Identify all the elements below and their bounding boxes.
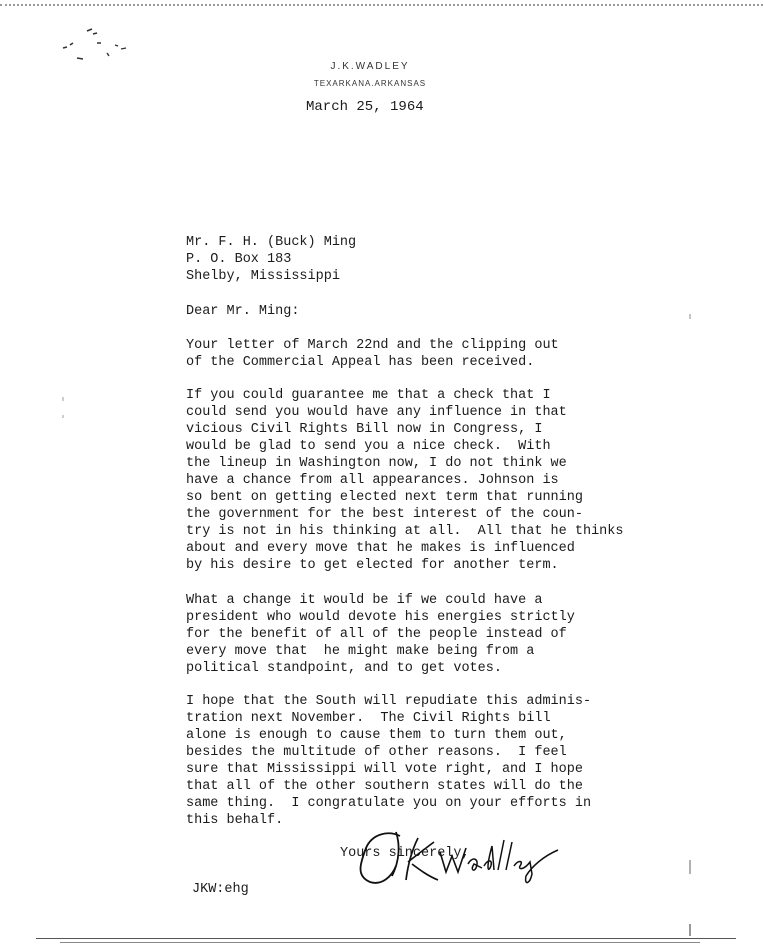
scan-margin-marks-left	[60, 395, 66, 425]
text-line: besides the multitude of other reasons. I feel	[186, 745, 567, 760]
text-line: of the Commercial Appeal has been received.	[186, 355, 535, 370]
text-line: political standpoint, and to get votes.	[186, 661, 502, 676]
typist-initials: JKW:ehg	[192, 882, 249, 897]
text-line: What a change it would be if we could have a	[186, 593, 543, 608]
address-line: Mr. F. H. (Buck) Ming	[186, 235, 357, 250]
text-line: that all of the other southern states will do the	[186, 779, 583, 794]
signature-icon	[348, 826, 578, 888]
text-line: every move that he might make being from a	[186, 644, 535, 659]
text-line: If you could guarantee me that a check that I	[186, 388, 551, 403]
text-line: for the benefit of all of the people instead of	[186, 627, 567, 642]
letterhead-name: J.K.WADLEY	[330, 61, 410, 72]
text-line: tration next November. The Civil Rights bill	[186, 711, 551, 726]
address-line: Shelby, Mississippi	[186, 269, 340, 284]
closing: Yours sincerely,	[340, 846, 470, 861]
body-paragraph-1	[186, 337, 586, 371]
address-line: P. O. Box 183	[186, 252, 292, 267]
body-paragraph-2	[186, 387, 624, 574]
letterhead	[290, 60, 450, 90]
text-line: try is not in his thinking at all. All that he thinks	[186, 524, 624, 539]
letterhead-place: TEXARKANA.ARKANSAS	[313, 79, 427, 88]
text-line: Your letter of March 22nd and the clipping out	[186, 338, 559, 353]
text-line: alone is enough to cause them to turn them out,	[186, 728, 567, 743]
text-line: would be glad to send you a nice check. With	[186, 439, 551, 454]
recipient-address	[186, 234, 356, 285]
text-line: same thing. I congratulate you on your efforts in	[186, 796, 592, 811]
salutation: Dear Mr. Ming:	[186, 304, 300, 319]
text-line: have a chance from all appearances. Johnson is	[186, 473, 559, 488]
text-line: this behalf.	[186, 813, 284, 828]
text-line: about and every move that he makes is influenced	[186, 541, 575, 556]
page-bottom-edge	[36, 938, 736, 939]
text-line: the lineup in Washington now, I do not think we	[186, 456, 567, 471]
text-line: president who would devote his energies strictly	[186, 610, 575, 625]
page-top-edge	[0, 4, 763, 6]
text-line: sure that Mississippi will vote right, and I hope	[186, 762, 583, 777]
page-bottom-edge-shadow	[60, 942, 700, 943]
scan-speck-marks	[55, 25, 145, 75]
text-line: I hope that the South will repudiate this adminis-	[186, 694, 592, 709]
text-line: by his desire to get elected for another term.	[186, 558, 559, 573]
body-paragraph-4	[186, 693, 592, 829]
text-line: could send you would have any influence in that	[186, 405, 567, 420]
letter-date: March 25, 1964	[306, 99, 424, 115]
scan-margin-marks-right	[684, 300, 696, 940]
text-line: vicious Civil Rights Bill now in Congress, I	[186, 422, 543, 437]
body-paragraph-3	[186, 592, 586, 677]
text-line: so bent on getting elected next term that running	[186, 490, 583, 505]
text-line: the government for the best interest of the coun-	[186, 507, 583, 522]
